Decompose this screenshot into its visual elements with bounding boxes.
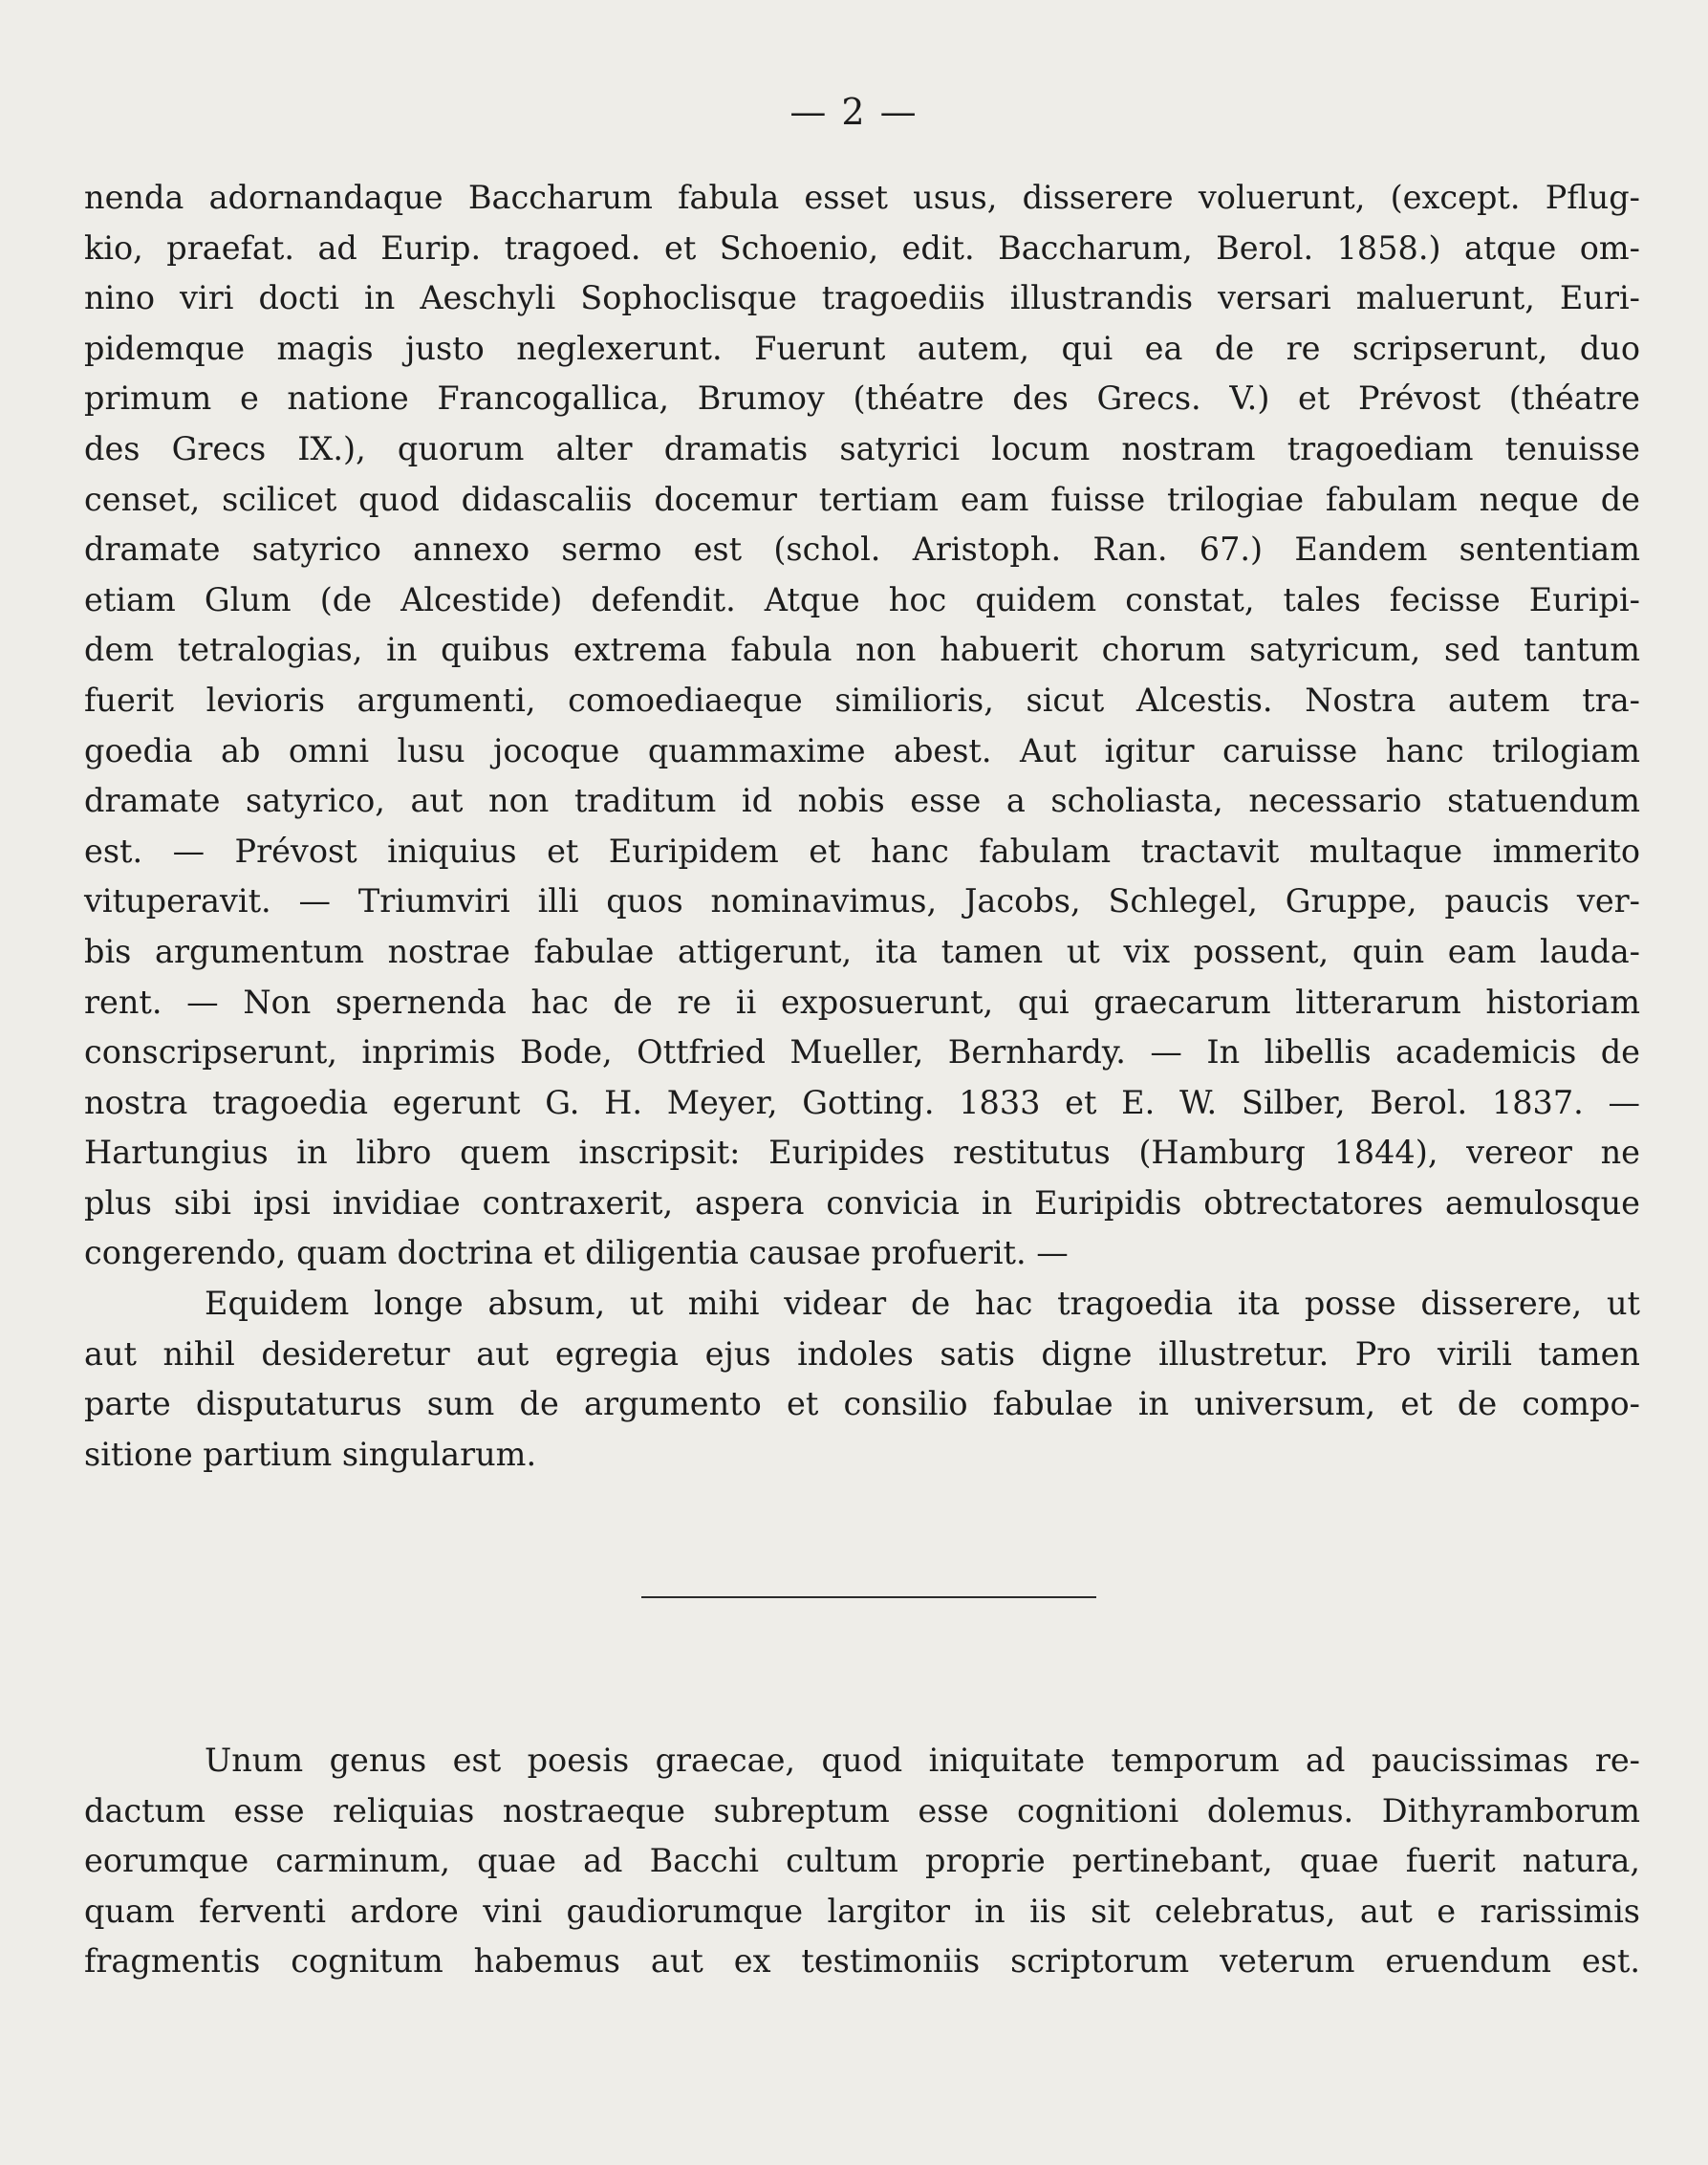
text-line: nenda adornandaque Baccharum fabula esset usus, disserere voluerunt, (except. Pflug-: [84, 179, 1640, 216]
text-line: pidemque magis justo neglexerunt. Fuerunt autem, qui ea de re scripserunt, duo: [84, 329, 1640, 367]
text-line: congerendo, quam doctrina et diligentia causae profuerit. —: [84, 1234, 1069, 1272]
page-number: — 2 —: [789, 91, 919, 133]
text-line: conscripserunt, inprimis Bode, Ottfried Mueller, Bernhardy. — In libellis academicis de: [84, 1033, 1640, 1072]
main-text-block: [84, 173, 1640, 1480]
second-text-block: [84, 1736, 1640, 1987]
text-line: fuerit levioris argumenti, comoediaeque similioris, sicut Alcestis. Nostra autem tra-: [84, 681, 1640, 719]
text-line: quam ferventi ardore vini gaudiorumque largitor in iis sit celebratus, aut e rarissimis: [84, 1892, 1640, 1930]
text-line: dem tetralogias, in quibus extrema fabula non habuerit chorum satyricum, sed tantum: [84, 631, 1640, 669]
text-line: nostra tragoedia egerunt G. H. Meyer, Gotting. 1833 et E. W. Silber, Berol. 1837. —: [84, 1083, 1640, 1121]
text-line: aut nihil desideretur aut egregia ejus indoles satis digne illustretur. Pro virili tamen: [84, 1334, 1640, 1373]
text-line: rent. — Non spernenda hac de re ii exposuerunt, qui graecarum litterarum historiam: [84, 983, 1640, 1021]
text-line: etiam Glum (de Alcestide) defendit. Atque hoc quidem constat, tales fecisse Euripi-: [84, 580, 1640, 618]
text-line: sitione partium singularum.: [84, 1435, 537, 1473]
text-line: kio, praefat. ad Eurip. tragoed. et Schoenio, edit. Baccharum, Berol. 1858.) atque om-: [84, 228, 1640, 267]
text-line: bis argumentum nostrae fabulae attigerunt, ita tamen ut vix possent, quin eam lauda-: [84, 932, 1640, 970]
text-line: goedia ab omni lusu jocoque quammaxime abest. Aut igitur caruisse hanc trilogiam: [84, 731, 1640, 769]
text-line: censet, scilicet quod didascaliis docemur tertiam eam fuisse trilogiae fabulam neque de: [84, 480, 1640, 518]
text-line: parte disputaturus sum de argumento et consilio fabulae in universum, et de compo-: [84, 1385, 1640, 1423]
text-line: primum e natione Francogallica, Brumoy (théatre des Grecs. V.) et Prévost (théatre: [84, 379, 1640, 418]
text-line: plus sibi ipsi invidiae contraxerit, aspera convicia in Euripidis obtrectatores aemulosque: [84, 1183, 1640, 1222]
section-divider: [641, 1596, 1096, 1598]
text-line: Equidem longe absum, ut mihi videar de hac tragoedia ita posse disserere, ut: [205, 1285, 1640, 1323]
text-line: des Grecs IX.), quorum alter dramatis satyrici locum nostram tragoediam tenuisse: [84, 429, 1640, 467]
text-line: est. — Prévost iniquius et Euripidem et hanc fabulam tractavit multaque immerito: [84, 832, 1640, 870]
text-line: eorumque carminum, quae ad Bacchi cultum proprie pertinebant, quae fuerit natura,: [84, 1842, 1640, 1880]
text-line: nino viri docti in Aeschyli Sophoclisque tragoediis illustrandis versari maluerunt, Euri-: [84, 279, 1640, 317]
text-line: dramate satyrico, aut non traditum id nobis esse a scholiasta, necessario statuendum: [84, 782, 1640, 820]
text-line: Hartungius in libro quem inscripsit: Euripides restitutus (Hamburg 1844), vereor ne: [84, 1134, 1640, 1172]
text-line: dactum esse reliquias nostraeque subreptum esse cognitioni dolemus. Dithyramborum: [84, 1791, 1640, 1829]
text-line: dramate satyrico annexo sermo est (schol. Aristoph. Ran. 67.) Eandem sententiam: [84, 530, 1640, 569]
text-line: fragmentis cognitum habemus aut ex testimoniis scriptorum veterum eruendum est.: [84, 1942, 1640, 1981]
text-line: Unum genus est poesis graecae, quod iniquitate temporum ad paucissimas re-: [205, 1742, 1640, 1779]
text-line: vituperavit. — Triumviri illi quos nominavimus, Jacobs, Schlegel, Gruppe, paucis ver-: [84, 882, 1640, 920]
